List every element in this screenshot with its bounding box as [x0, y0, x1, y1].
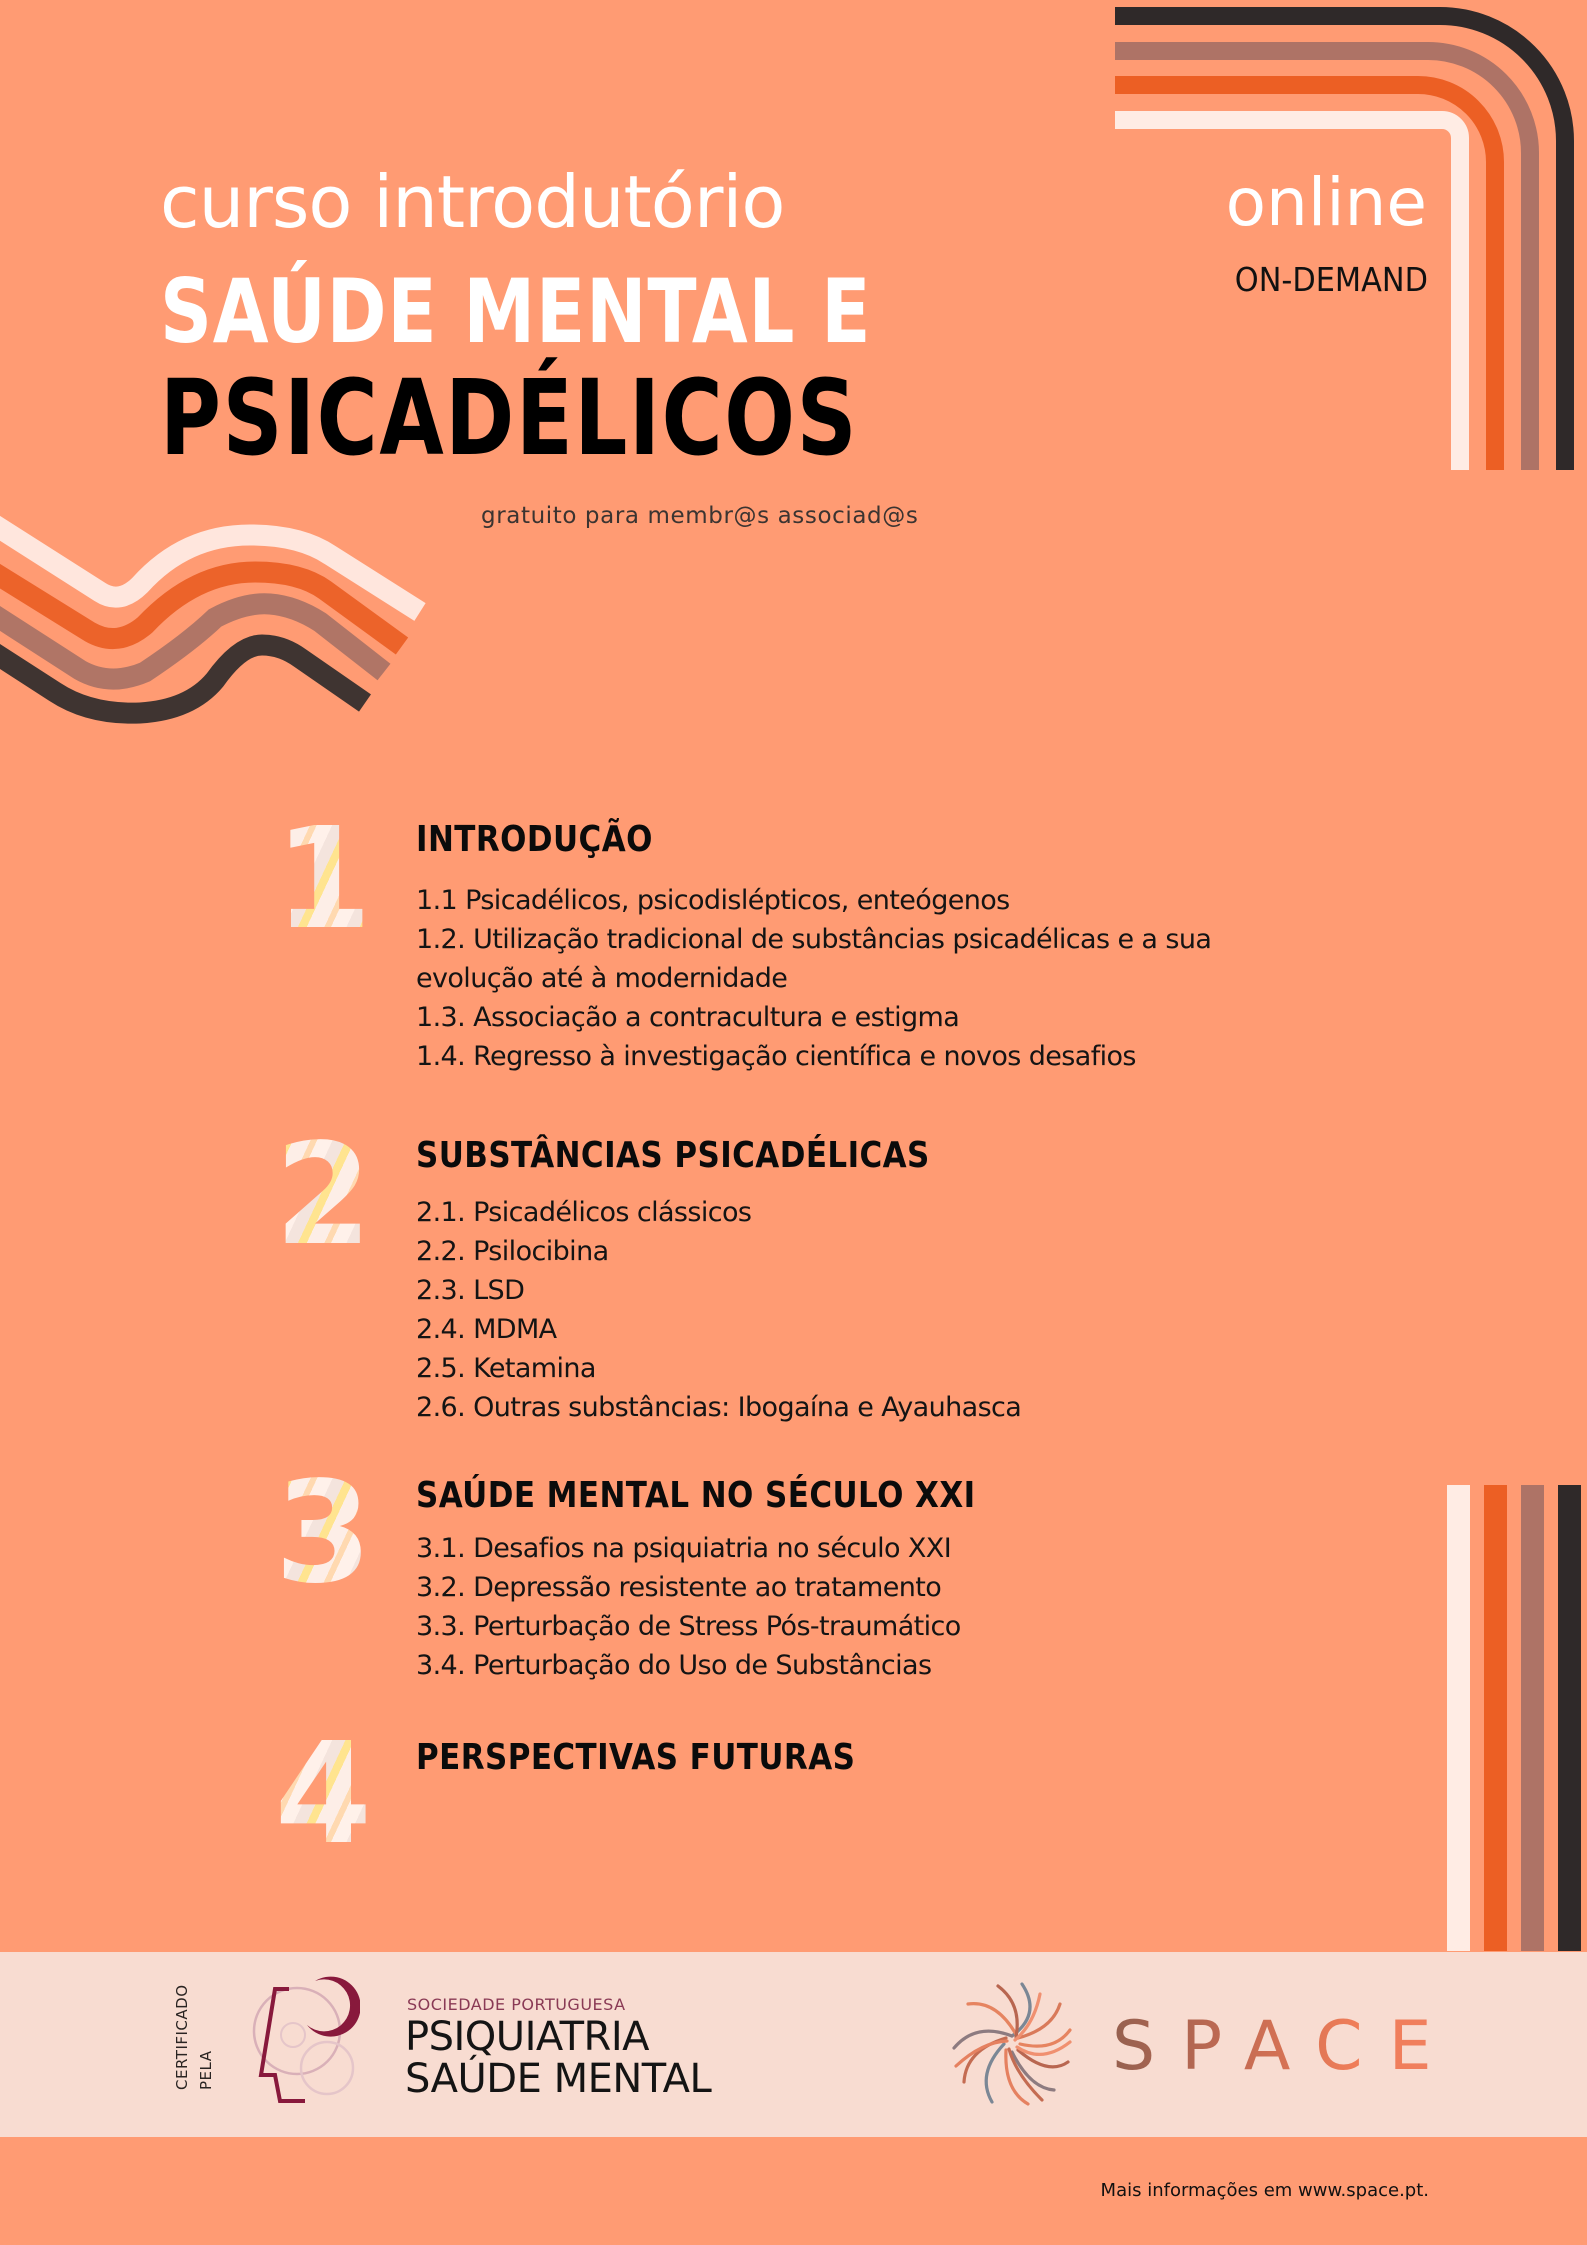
pricing-note: gratuito para membr@s associad@s: [481, 503, 919, 529]
list-item: 2.6. Outras substâncias: Ibogaína e Ayauhasca: [416, 1392, 1022, 1423]
list-item: 3.4. Perturbação do Uso de Substâncias: [416, 1650, 932, 1681]
course-type-title: curso introdutório: [160, 160, 785, 244]
vertical-stripe-dark: [1558, 1485, 1581, 1951]
vertical-stripe-brown: [1521, 1485, 1544, 1951]
section-number-2: 2: [262, 1126, 372, 1266]
vertical-stripe-cream: [1447, 1485, 1470, 1951]
list-item: 1.2. Utilização tradicional de substâncias psicadélicas e a sua evolução até à modernidade: [416, 924, 1212, 994]
head-profile-circles-icon: [245, 1975, 360, 2115]
format-ondemand-label: ON-DEMAND: [1234, 260, 1428, 299]
list-item: 3.3. Perturbação de Stress Pós-traumático: [416, 1611, 961, 1642]
list-item: 2.3. LSD: [416, 1275, 525, 1306]
vertical-stripe-orange: [1484, 1485, 1507, 1951]
more-info-link[interactable]: Mais informações em www.space.pt.: [1100, 2180, 1429, 2201]
section-number-4: 4: [262, 1725, 372, 1865]
list-item: 1.4. Regresso à investigação científica e novos desafios: [416, 1041, 1136, 1072]
spp-society-label: SOCIEDADE PORTUGUESA: [407, 1995, 626, 2014]
section-heading-4: PERSPECTIVAS FUTURAS: [416, 1737, 856, 1778]
list-item: 2.5. Ketamina: [416, 1353, 596, 1384]
section-items-3: [416, 1529, 1296, 1685]
list-item: 1.3. Associação a contracultura e estigma: [416, 1002, 960, 1033]
list-item: 1.1 Psicadélicos, psicodislépticos, enteógenos: [416, 885, 1010, 916]
course-title-line2: PSICADÉLICOS: [160, 357, 859, 479]
section-items-1: [416, 881, 1296, 1076]
swirl-spiral-icon: [948, 1980, 1076, 2108]
list-item: 2.2. Psilocibina: [416, 1236, 609, 1267]
list-item: 2.4. MDMA: [416, 1314, 557, 1345]
section-number-3: 3: [262, 1464, 372, 1604]
format-online-label: online: [1225, 164, 1427, 241]
spp-name-line1: PSIQUIATRIA: [405, 2014, 650, 2060]
list-item: 3.1. Desafios na psiquiatria no século XXI: [416, 1533, 952, 1564]
section-heading-3: SAÚDE MENTAL NO SÉCULO XXI: [416, 1475, 976, 1516]
spp-name-line2: SAÚDE MENTAL: [405, 2056, 712, 2102]
section-number-1: 1: [262, 810, 372, 950]
list-item: 2.1. Psicadélicos clássicos: [416, 1197, 752, 1228]
space-logo-wordmark: SPACE: [1112, 2007, 1458, 2086]
course-title-line1: SAÚDE MENTAL E: [160, 260, 872, 363]
certified-by-label: CERTIFICADO PELA: [173, 1984, 215, 2090]
section-items-2: [416, 1193, 1296, 1427]
list-item: 3.2. Depressão resistente ao tratamento: [416, 1572, 942, 1603]
wave-stripes-decoration: [0, 500, 440, 730]
section-heading-1: INTRODUÇÃO: [416, 819, 653, 860]
section-heading-2: SUBSTÂNCIAS PSICADÉLICAS: [416, 1135, 930, 1176]
